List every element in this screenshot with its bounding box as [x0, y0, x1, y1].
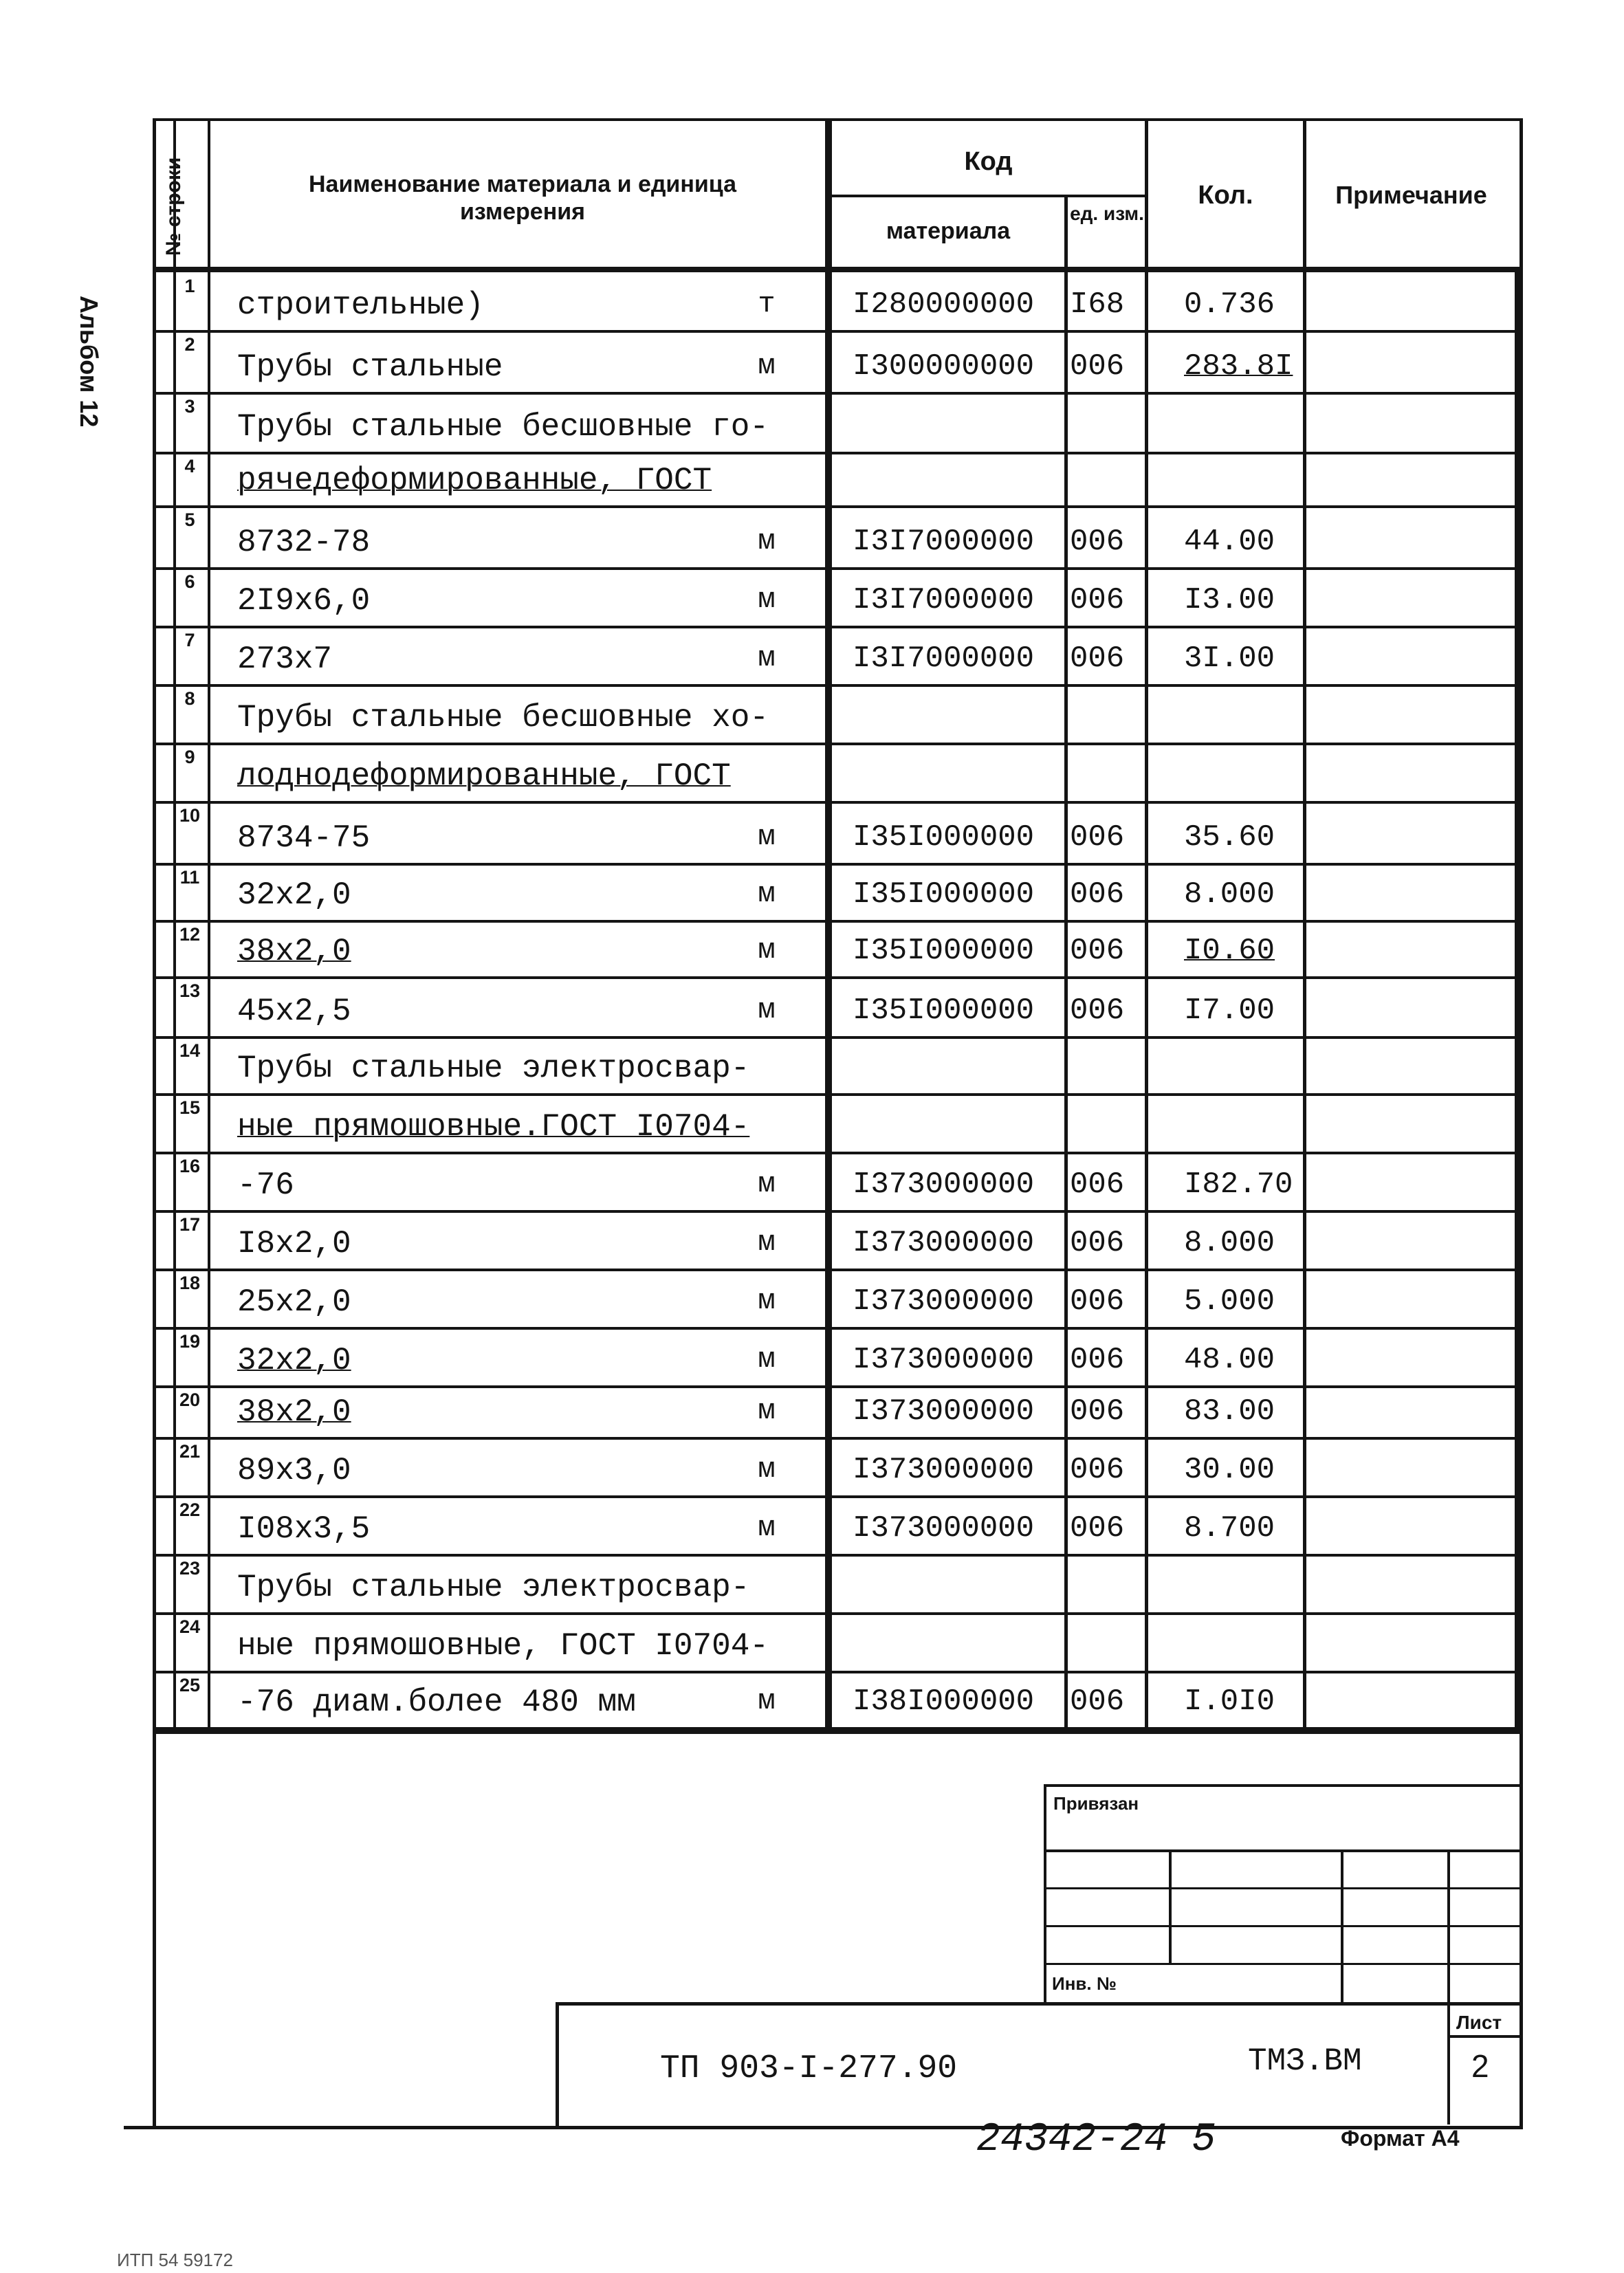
- quantity: I.0I0: [1184, 1684, 1275, 1719]
- quantity: 8.000: [1184, 877, 1275, 912]
- quantity: I3.00: [1184, 583, 1275, 617]
- unit-code: 006: [1070, 1394, 1125, 1429]
- row-divider: [153, 1671, 1523, 1673]
- main-stamp-left: [556, 2002, 559, 2128]
- unit-code: 006: [1070, 1284, 1125, 1319]
- material-name: лоднодеформированные, ГОСТ: [237, 758, 731, 794]
- doc-code: ТМЗ.ВМ: [1248, 2043, 1362, 2079]
- row-number: 18: [179, 1273, 201, 1293]
- header-code-material: материала: [886, 218, 1011, 244]
- row-number: 4: [184, 456, 195, 476]
- format-label: Формат А4: [1341, 2126, 1460, 2151]
- row-divider: [153, 1269, 1523, 1271]
- table-bottom: [153, 1727, 1523, 1734]
- material-code: I35I000000: [853, 993, 1035, 1028]
- material-code: I373000000: [853, 1343, 1035, 1377]
- row-divider: [153, 1495, 1523, 1498]
- row-number: 2: [184, 334, 195, 355]
- col-line-note: [1303, 120, 1306, 1733]
- material-name: 38x2,0: [237, 1394, 351, 1430]
- quantity: 35.60: [1184, 820, 1275, 855]
- material-name: 32x2,0: [237, 877, 351, 913]
- material-name: ные прямошовные.ГОСТ I0704-: [237, 1109, 750, 1145]
- header-code-divider: [829, 195, 1147, 197]
- unit: м: [758, 1511, 776, 1544]
- row-divider: [153, 452, 1523, 454]
- quantity: 48.00: [1184, 1343, 1275, 1377]
- unit-code: 006: [1070, 1453, 1125, 1487]
- material-name: I8x2,0: [237, 1226, 351, 1262]
- material-name: Трубы стальные бесшовные го-: [237, 409, 769, 445]
- row-divider: [153, 1036, 1523, 1039]
- quantity: 0.736: [1184, 287, 1275, 322]
- unit-code: 006: [1070, 641, 1125, 676]
- material-code: I3I7000000: [853, 525, 1035, 559]
- row-number: 14: [179, 1040, 201, 1061]
- row-number: 19: [179, 1331, 201, 1352]
- unit: м: [758, 349, 776, 382]
- material-code: I35I000000: [853, 934, 1035, 968]
- stamp-col-1: [1169, 1849, 1172, 1963]
- frame-bottom: [124, 2126, 1523, 2129]
- material-code: I373000000: [853, 1167, 1035, 1202]
- col-line-code-mid: [1064, 195, 1068, 1733]
- row-number: 15: [179, 1097, 201, 1118]
- material-name: 273x7: [237, 641, 333, 677]
- unit: м: [758, 525, 776, 558]
- row-number: 9: [184, 747, 195, 767]
- row-number: 21: [179, 1441, 201, 1462]
- quantity: 3I.00: [1184, 641, 1275, 676]
- row-divider: [153, 684, 1523, 687]
- material-name: 25x2,0: [237, 1284, 351, 1320]
- row-divider: [153, 567, 1523, 570]
- material-name: 32x2,0: [237, 1343, 351, 1379]
- row-number: 22: [179, 1500, 201, 1520]
- unit-code: 006: [1070, 1511, 1125, 1546]
- sheet-label-line: [1447, 2035, 1519, 2038]
- stamp-bound-label: Привязан: [1053, 1793, 1139, 1814]
- material-name: строительные): [237, 287, 484, 323]
- row-divider: [153, 801, 1523, 804]
- quantity: 83.00: [1184, 1394, 1275, 1429]
- unit-code: 006: [1070, 934, 1125, 968]
- unit-code: 006: [1070, 993, 1125, 1028]
- stamp-col-2: [1341, 1849, 1343, 2004]
- quantity: I7.00: [1184, 993, 1275, 1028]
- frame-left: [153, 120, 156, 2128]
- material-code: I3I7000000: [853, 641, 1035, 676]
- quantity: 8.000: [1184, 1226, 1275, 1260]
- bottom-stamp-text: ИТП 54 59172: [117, 2250, 233, 2270]
- row-divider: [153, 1152, 1523, 1154]
- header-qty: Кол.: [1198, 181, 1253, 210]
- unit: м: [758, 583, 776, 616]
- unit-code: 006: [1070, 349, 1125, 384]
- row-number: 5: [184, 509, 195, 530]
- row-divider: [153, 505, 1523, 508]
- header-code-unit: ед. изм.: [1070, 203, 1144, 224]
- unit-code: 006: [1070, 877, 1125, 912]
- row-number: 11: [179, 867, 200, 888]
- material-name: рячедеформированные, ГОСТ: [237, 463, 712, 498]
- row-divider: [153, 863, 1523, 866]
- quantity: I82.70: [1184, 1167, 1293, 1202]
- header-code: Код: [964, 147, 1013, 176]
- row-divider: [153, 1093, 1523, 1096]
- material-code: I300000000: [853, 349, 1035, 384]
- row-divider: [153, 1385, 1523, 1388]
- unit-code: 006: [1070, 525, 1125, 559]
- material-name: 38x2,0: [237, 934, 351, 969]
- material-name: 8732-78: [237, 525, 371, 560]
- row-divider: [153, 1554, 1523, 1557]
- unit: м: [758, 1284, 776, 1317]
- material-code: I373000000: [853, 1284, 1035, 1319]
- stamp-top: [1045, 1784, 1519, 1787]
- quantity: 30.00: [1184, 1453, 1275, 1487]
- material-code: I3I7000000: [853, 583, 1035, 617]
- unit-code: 006: [1070, 820, 1125, 855]
- row-divider: [153, 1210, 1523, 1213]
- row-divider: [153, 976, 1523, 979]
- material-name: Трубы стальные электросвар-: [237, 1051, 750, 1086]
- unit: м: [758, 1684, 776, 1717]
- col-line-name: [208, 120, 210, 1733]
- row-divider: [153, 1612, 1523, 1615]
- row-divider: [153, 392, 1523, 395]
- quantity: 44.00: [1184, 525, 1275, 559]
- unit: м: [758, 1394, 776, 1427]
- material-name: I08x3,5: [237, 1511, 371, 1547]
- header-row-number: № строки: [162, 157, 185, 256]
- handwritten-number: 24342-24 5: [976, 2118, 1216, 2162]
- row-divider: [153, 1327, 1523, 1330]
- row-number: 3: [184, 396, 195, 417]
- unit-code: 006: [1070, 1167, 1125, 1202]
- unit-code: 006: [1070, 1226, 1125, 1260]
- unit: м: [758, 1453, 776, 1486]
- unit: м: [758, 1343, 776, 1376]
- unit: м: [758, 877, 776, 910]
- row-number: 23: [179, 1558, 201, 1579]
- unit-code: 006: [1070, 1684, 1125, 1719]
- header-name: Наименование материала и единица измерения: [309, 171, 736, 225]
- row-divider: [153, 626, 1523, 628]
- unit-code: 006: [1070, 583, 1125, 617]
- material-name: -76: [237, 1167, 294, 1203]
- row-number: 25: [179, 1675, 201, 1695]
- quantity: I0.60: [1184, 934, 1275, 968]
- main-stamp-top: [557, 2002, 1519, 2006]
- stamp-col-3: [1447, 1849, 1450, 2124]
- doc-number: ТП 903-I-277.90: [660, 2050, 958, 2087]
- row-divider: [153, 1437, 1523, 1440]
- row-number: 16: [179, 1156, 201, 1176]
- stamp-left: [1044, 1784, 1046, 2004]
- unit: м: [758, 993, 776, 1026]
- row-divider: [153, 330, 1523, 333]
- material-code: I373000000: [853, 1511, 1035, 1546]
- row-divider: [153, 920, 1523, 923]
- material-code: I373000000: [853, 1453, 1035, 1487]
- row-number: 10: [179, 805, 201, 826]
- material-name: Трубы стальные: [237, 349, 503, 385]
- material-code: I373000000: [853, 1226, 1035, 1260]
- material-name: 2I9x6,0: [237, 583, 371, 619]
- sheet-label: Лист: [1456, 2012, 1502, 2033]
- col-line-right-bold: [1515, 268, 1523, 1733]
- header-note: Примечание: [1335, 181, 1487, 209]
- unit: т: [758, 287, 776, 320]
- material-name: -76 диам.более 480 мм: [237, 1684, 636, 1720]
- quantity: 5.000: [1184, 1284, 1275, 1319]
- material-code: I35I000000: [853, 820, 1035, 855]
- unit-code: I68: [1070, 287, 1125, 322]
- quantity: 283.8I: [1184, 349, 1293, 384]
- frame-top: [153, 118, 1523, 121]
- row-divider: [153, 743, 1523, 745]
- row-number: 1: [184, 276, 195, 296]
- material-code: I35I000000: [853, 877, 1035, 912]
- material-name: 8734-75: [237, 820, 371, 856]
- row-number: 20: [179, 1390, 201, 1410]
- material-code: I38I000000: [853, 1684, 1035, 1719]
- unit: м: [758, 820, 776, 853]
- row-number: 24: [179, 1616, 201, 1637]
- material-code: I280000000: [853, 287, 1035, 322]
- unit: м: [758, 1167, 776, 1200]
- unit: м: [758, 641, 776, 674]
- unit: м: [758, 1226, 776, 1259]
- row-number: 17: [179, 1214, 201, 1235]
- unit-code: 006: [1070, 1343, 1125, 1377]
- row-number: 12: [179, 924, 201, 945]
- material-name: Трубы стальные бесшовные хо-: [237, 700, 769, 736]
- material-name: 45x2,5: [237, 993, 351, 1029]
- quantity: 8.700: [1184, 1511, 1275, 1546]
- row-number: 7: [184, 630, 195, 650]
- sheet-number: 2: [1471, 2048, 1489, 2084]
- album-side-label: Альбом 12: [75, 296, 103, 428]
- material-name: Трубы стальные электросвар-: [237, 1570, 750, 1605]
- row-number: 13: [179, 980, 201, 1001]
- header-bottom: [153, 267, 1523, 272]
- col-line-qty: [1145, 120, 1148, 1733]
- material-name: ные прямошовные, ГОСТ I0704-: [237, 1628, 769, 1664]
- row-number: 6: [184, 571, 195, 592]
- unit: м: [758, 934, 776, 967]
- stamp-inv-label: Инв. №: [1052, 1973, 1117, 1994]
- col-line-code-left: [825, 120, 832, 1733]
- material-code: I373000000: [853, 1394, 1035, 1429]
- material-name: 89x3,0: [237, 1453, 351, 1489]
- row-number: 8: [184, 688, 195, 709]
